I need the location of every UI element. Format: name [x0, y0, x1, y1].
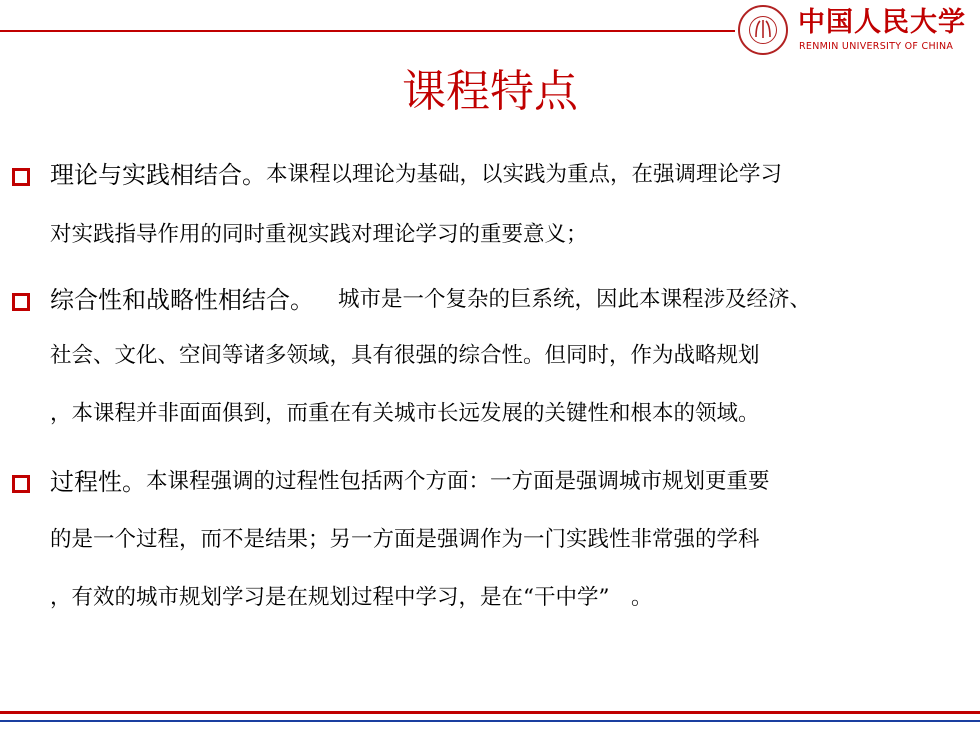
bullet-text-line: 的是一个过程，而不是结果；另一方面是强调作为一门实践性非常强的学科 [50, 527, 760, 552]
slide-title: 课程特点 [402, 66, 578, 117]
footer-blue-rule [0, 720, 980, 722]
bullet-lead: 综合性和战略性相结合。 [50, 286, 314, 314]
bullet-lead: 理论与实践相结合。 [50, 161, 266, 189]
square-bullet-icon [12, 475, 30, 493]
logo-english-name: RENMIN UNIVERSITY OF CHINA [799, 41, 954, 52]
bullet-text-line: ，有效的城市规划学习是在规划过程中学习，是在“干中学” 。 [50, 585, 653, 610]
square-bullet-icon [12, 293, 30, 311]
bullet-text-line: 对实践指导作用的同时重视实践对理论学习的重要意义； [50, 222, 588, 247]
logo-chinese-name: 中国人民大学 [798, 7, 966, 38]
bullet-text-line: 社会、文化、空间等诸多领域，具有很强的综合性。但同时，作为战略规划 [50, 343, 760, 368]
footer-red-rule [0, 711, 980, 714]
square-bullet-icon [12, 168, 30, 186]
header-rule [0, 30, 735, 32]
bullet-text-line: ，本课程并非面面俱到，而重在有关城市长远发展的关键性和根本的领域。 [50, 401, 760, 426]
bullet-lead: 过程性。 [50, 468, 146, 496]
bullet-text-line: 本课程以理论为基础，以实践为重点，在强调理论学习 [266, 162, 783, 187]
bullet-text-line: 本课程强调的过程性包括两个方面：一方面是强调城市规划更重要 [146, 469, 770, 494]
university-seal-logo [738, 5, 788, 55]
bullet-text-line: 城市是一个复杂的巨系统，因此本课程涉及经济、 [338, 287, 812, 312]
